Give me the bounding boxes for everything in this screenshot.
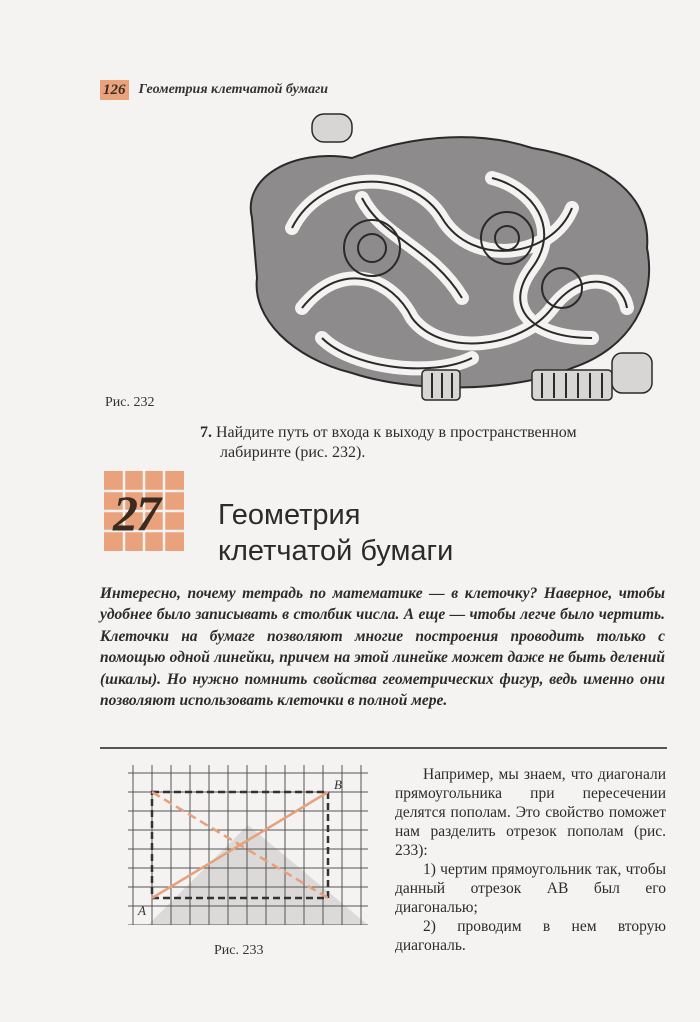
maze-illustration	[232, 108, 662, 413]
exercise-number: 7.	[200, 424, 212, 441]
divider-rule	[100, 747, 667, 749]
section-number: 27	[113, 485, 159, 541]
section-title-line1: Геометрия	[218, 499, 361, 531]
grid-figure-233	[128, 765, 368, 925]
page-number: 126	[100, 80, 129, 100]
running-head	[100, 80, 328, 100]
exercise-text-line1: Найдите путь от входа к выходу в пространственном	[216, 424, 577, 441]
section-title-line2: клетчатой бумаги	[218, 535, 454, 567]
figure-232-caption: Рис. 232	[105, 395, 155, 410]
exercise-text-line2: лабиринте (рис. 232).	[220, 444, 366, 461]
body-text	[395, 765, 666, 955]
body-step-2: 2) проводим в нем вторую диагональ.	[395, 918, 666, 954]
intro-paragraph: Интересно, почему тетрадь по математике — в клеточку? Наверное, чтобы удобнее было записывать в столбик числа. А еще — чтобы легче было чертить. Клеточки на бумаге позволяют многие построения проводить только с помощью одной линейки, причем на этой линейке может даже не быть делений (шкалы). Но нужно помнить свойства геометрических фигур, ведь именно они позволяют использовать клеточки в полной мере.	[100, 585, 665, 710]
running-title: Геометрия клетчатой бумаги	[138, 82, 329, 97]
section-title	[218, 497, 453, 569]
figure-233-caption: Рис. 233	[214, 943, 264, 958]
point-a-label: A	[138, 903, 146, 918]
body-paragraph-1: Например, мы знаем, что диагонали прямоугольника при пересечении делятся пополам. Это свойство поможет нам разделить отрезок пополам (рис. 233):	[395, 766, 666, 859]
body-step-1: 1) чертим прямоугольник так, чтобы данный отрезок AB был его диагональю;	[395, 861, 666, 916]
exercise-7	[200, 423, 680, 463]
point-b-label: B	[334, 777, 342, 792]
